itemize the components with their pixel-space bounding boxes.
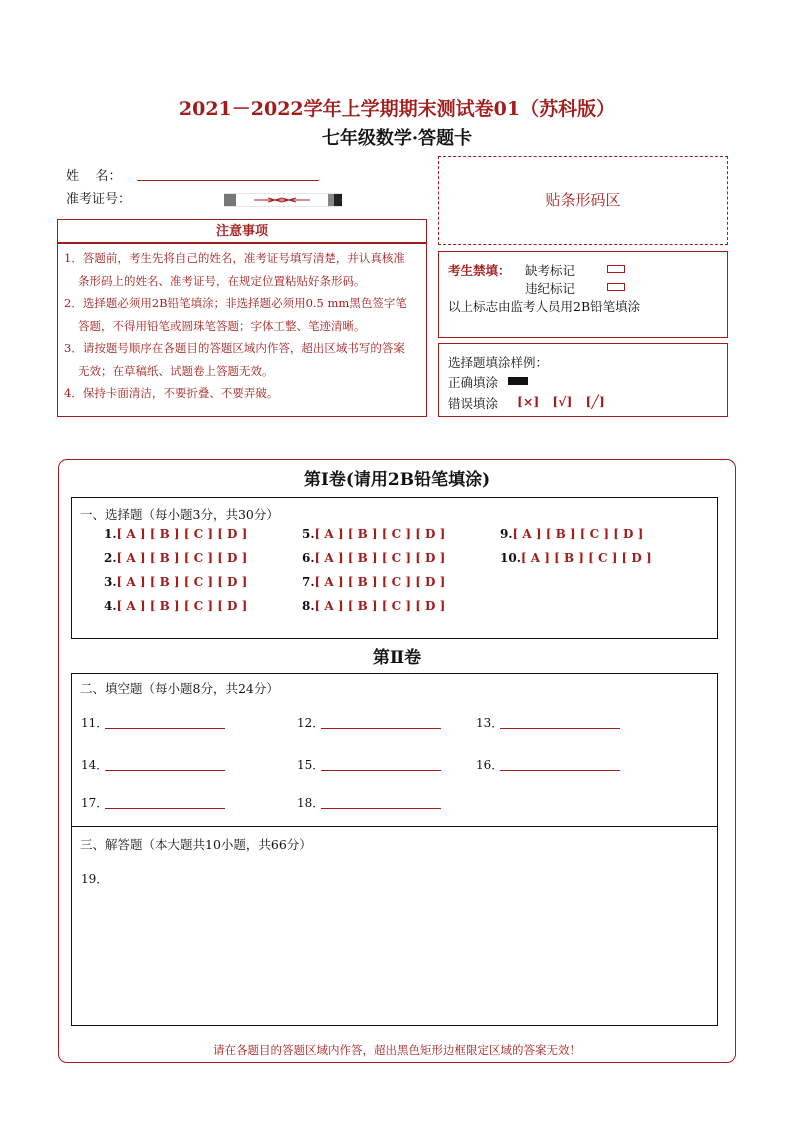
notice-heading: 注意事项: [215, 224, 268, 239]
prohibit-box: [438, 251, 728, 338]
notice-item: 答题，不得用铅笔或圆珠笔答题；字体工整、笔迹清晰。: [78, 318, 366, 333]
footer-note: 请在各题目的答题区域内作答，超出黑色矩形边框限定区域的答案无效！: [213, 1043, 581, 1057]
fill-question-number: 12．: [297, 716, 325, 730]
answer-blank[interactable]: [105, 808, 225, 809]
mc-question[interactable]: 3.[ A ] [ B ] [ C ] [ D ]: [104, 575, 248, 589]
mc-question[interactable]: 1.[ A ] [ B ] [ C ] [ D ]: [104, 527, 248, 541]
notice-header: [57, 219, 427, 243]
notice-item: 4．保持卡面清洁，不要折叠、不要弄破。: [64, 386, 279, 400]
wrong-fill-samples: [×] [√] [╱]: [517, 394, 605, 409]
answer-blank[interactable]: [105, 728, 225, 729]
notice-item: 2．选择题必须用2B铅笔填涂；非选择题必须用0.5 mm黑色签字笔: [64, 296, 407, 310]
notice-list: [58, 244, 426, 405]
page-title: 2021－2022学年上学期期末测试卷01（苏科版）: [178, 98, 616, 120]
mc-question[interactable]: 10.[ A ] [ B ] [ C ] [ D ]: [500, 551, 652, 565]
answer-blank[interactable]: [321, 770, 441, 771]
solve-panel[interactable]: [71, 826, 718, 1026]
solve-question-number: 19．: [81, 872, 109, 886]
notice-item: 1．答题前，考生先将自己的姓名，准考证号填写清楚，并认真核准: [64, 251, 405, 265]
absent-mark-box[interactable]: [607, 265, 625, 273]
barcode-area-label: 贴条形码区: [545, 191, 621, 209]
fill-question-number: 18．: [297, 796, 325, 810]
correct-fill-sample: [508, 377, 528, 385]
fill-question-number: 13．: [476, 716, 504, 730]
correct-fill-label: 正确填涂: [448, 375, 499, 390]
id-label: 准考证号：: [66, 192, 132, 207]
mc-question[interactable]: 5.[ A ] [ B ] [ C ] [ D ]: [302, 527, 446, 541]
mc-question[interactable]: 9.[ A ] [ B ] [ C ] [ D ]: [500, 527, 644, 541]
notice-item: 3．请按题号顺序在各题目的答题区域内作答，超出区域书写的答案: [64, 341, 405, 355]
prohibit-note: 以上标志由监考人员用2B铅笔填涂: [448, 299, 641, 314]
name-label: 姓 名：: [66, 169, 122, 184]
mc-question[interactable]: 4.[ A ] [ B ] [ C ] [ D ]: [104, 599, 248, 613]
barcode-sample-icon: [224, 193, 342, 207]
answer-blank[interactable]: [105, 770, 225, 771]
violation-mark-label: 违纪标记: [525, 281, 576, 296]
solve-section-label: 三、解答题（本大题共10小题，共66分）: [80, 837, 312, 852]
part1-title: 第Ⅰ卷(请用2B铅笔填涂): [303, 470, 491, 490]
fill-question-number: 17．: [81, 796, 109, 810]
answer-blank[interactable]: [321, 808, 441, 809]
prohibit-label: 考生禁填：: [448, 263, 511, 278]
fill-example-title: 选择题填涂样例：: [448, 355, 549, 370]
answer-blank[interactable]: [500, 728, 620, 729]
wrong-fill-label: 错误填涂: [448, 396, 499, 411]
answer-blank[interactable]: [321, 728, 441, 729]
mc-question[interactable]: 6.[ A ] [ B ] [ C ] [ D ]: [302, 551, 446, 565]
notice-item: 条形码上的姓名、准考证号，在规定位置粘贴好条形码。: [78, 273, 366, 288]
part2-title: 第Ⅱ卷: [372, 648, 422, 668]
notice-item: 无效；在草稿纸、试题卷上答题无效。: [78, 363, 274, 378]
mc-question[interactable]: 2.[ A ] [ B ] [ C ] [ D ]: [104, 551, 248, 565]
mc-question[interactable]: 8.[ A ] [ B ] [ C ] [ D ]: [302, 599, 446, 613]
notice-box: [57, 243, 427, 417]
violation-mark-box[interactable]: [607, 283, 625, 291]
fill-question-number: 15．: [297, 758, 325, 772]
fill-question-number: 11．: [81, 716, 109, 730]
answer-blank[interactable]: [500, 770, 620, 771]
absent-mark-label: 缺考标记: [525, 263, 576, 278]
fill-question-number: 14．: [81, 758, 109, 772]
barcode-area: [438, 156, 728, 245]
multiple-choice-panel: [71, 497, 718, 639]
fill-section-label: 二、填空题（每小题8分，共24分）: [80, 681, 279, 696]
fill-in-panel: [71, 673, 718, 827]
mc-question[interactable]: 7.[ A ] [ B ] [ C ] [ D ]: [302, 575, 446, 589]
fill-example-box: [438, 343, 728, 417]
mc-section-label: 一、选择题（每小题3分，共30分）: [80, 507, 279, 522]
name-field[interactable]: [137, 180, 319, 181]
fill-question-number: 16．: [476, 758, 504, 772]
page-subtitle: 七年级数学·答题卡: [321, 128, 473, 149]
